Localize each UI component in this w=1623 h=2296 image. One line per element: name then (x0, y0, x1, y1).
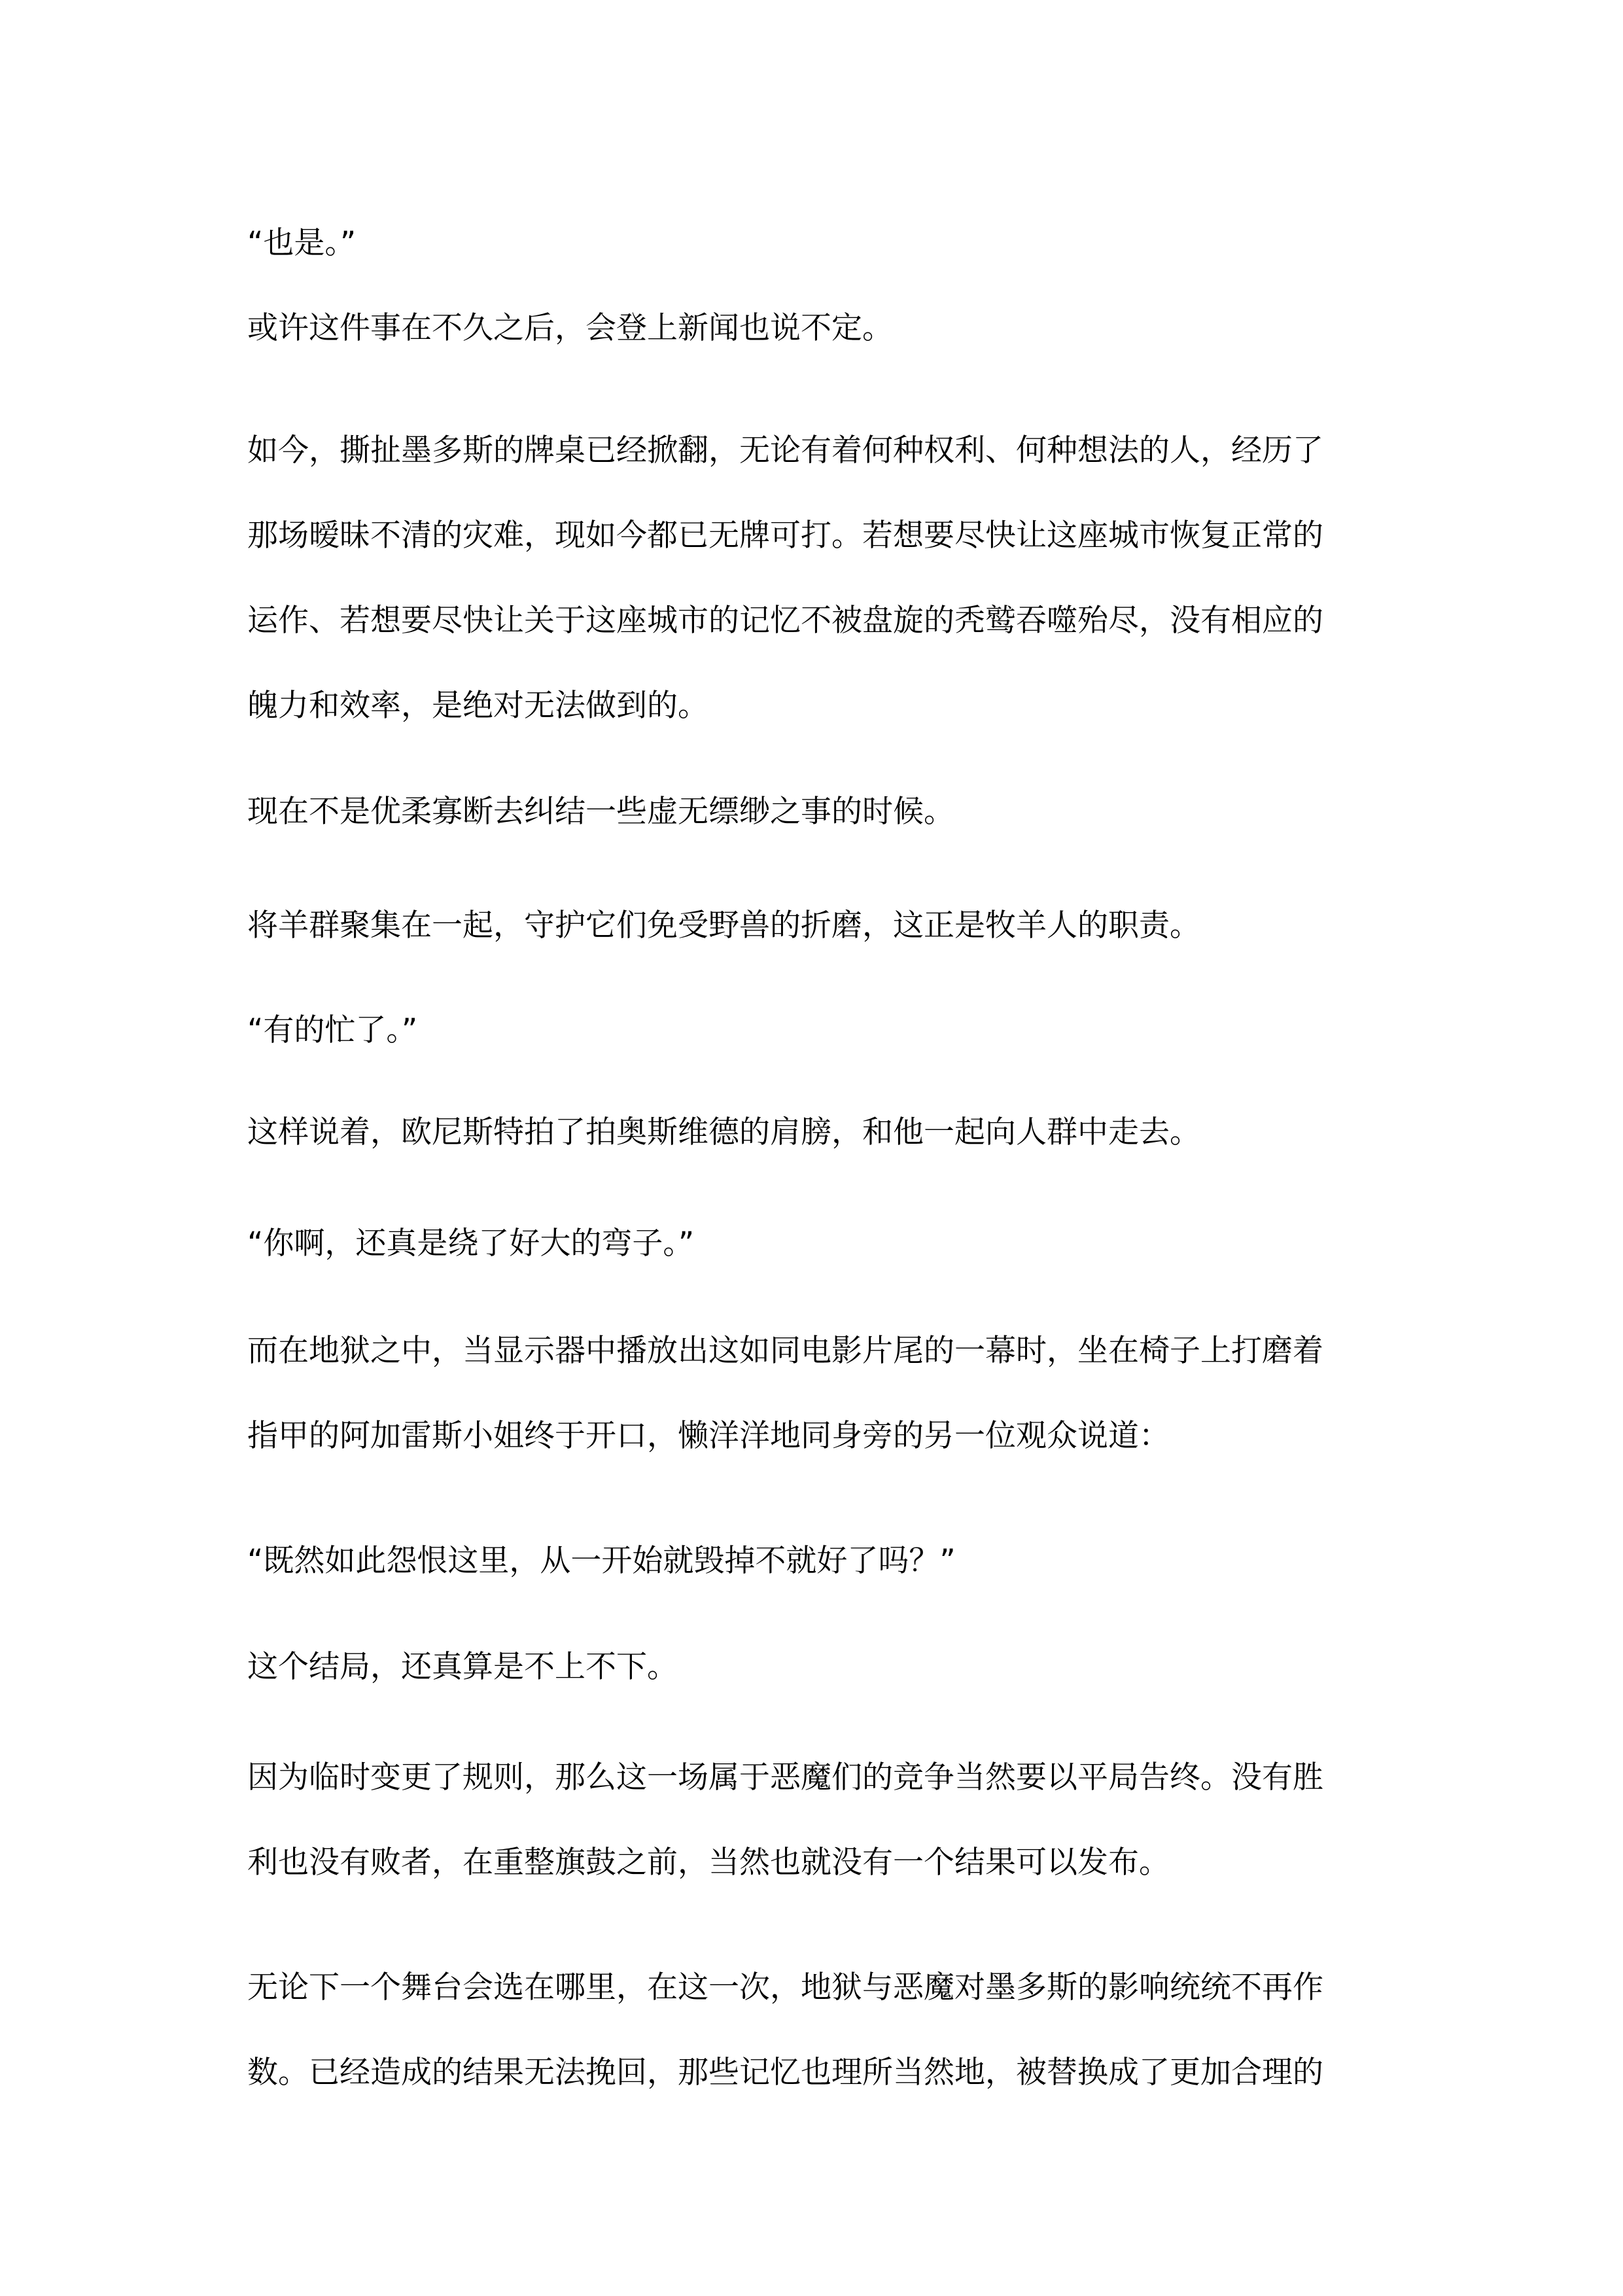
text-line: 指甲的阿加雷斯小姐终于开口，懒洋洋地同身旁的另一位观众说道： (247, 1418, 1170, 1454)
paragraph-card-table (247, 408, 1399, 749)
text-line: 那场暧昧不清的灾难，现如今都已无牌可打。若想要尽快让这座城市恢复正常的 (247, 518, 1323, 554)
text-line: “你啊，还真是绕了好大的弯子。” (247, 1226, 695, 1262)
paragraph-shoulder-pat (247, 1090, 1399, 1175)
text-line: 这个结局，还真算是不上不下。 (247, 1649, 678, 1685)
text-line: 将羊群聚集在一起，守护它们免受野兽的折磨，这正是牧羊人的职责。 (247, 908, 1200, 944)
paragraph-ending (247, 1625, 1399, 1710)
text-line: 或许这件事在不久之后，会登上新闻也说不定。 (247, 310, 893, 346)
text-line: “既然如此怨恨这里，从一开始就毁掉不就好了吗？” (247, 1543, 956, 1579)
text-line: 运作、若想要尽快让关于这座城市的记忆不被盘旋的秃鹫吞噬殆尽，没有相应的 (247, 603, 1323, 639)
text-line: 魄力和效率，是绝对无法做到的。 (247, 688, 708, 724)
text-line: 数。已经造成的结果无法挽回，那些记忆也理所当然地，被替换成了更加合理的 (247, 2055, 1323, 2091)
paragraph-dialogue-destroy (247, 1519, 1399, 1604)
paragraph-news (247, 286, 1399, 371)
paragraph-draw (247, 1735, 1399, 1905)
paragraph-hell-monitor (247, 1309, 1399, 1479)
paragraph-dialogue-detour (247, 1201, 1399, 1286)
text-line: 因为临时变更了规则，那么这一场属于恶魔们的竞争当然要以平局告终。没有胜 (247, 1759, 1323, 1795)
paragraph-shepherd (247, 883, 1399, 968)
text-line: “也是。” (247, 225, 357, 261)
text-line: “有的忙了。” (247, 1012, 418, 1048)
text-line: 无论下一个舞台会选在哪里，在这一次，地狱与恶魔对墨多斯的影响统统不再作 (247, 1969, 1323, 2005)
paragraph-next-stage (247, 1945, 1399, 2115)
text-line: 这样说着，欧尼斯特拍了拍奥斯维德的肩膀，和他一起向人群中走去。 (247, 1114, 1200, 1150)
text-line: 如今，撕扯墨多斯的牌桌已经掀翻，无论有着何种权利、何种想法的人，经历了 (247, 433, 1323, 468)
paragraph-dialogue-busy (247, 988, 1399, 1073)
paragraph-dialogue-yeshi (247, 201, 1399, 286)
text-line: 利也没有败者，在重整旗鼓之前，当然也就没有一个结果可以发布。 (247, 1845, 1170, 1881)
text-line: 而在地狱之中，当显示器中播放出这如同电影片尾的一幕时，坐在椅子上打磨着 (247, 1333, 1323, 1369)
paragraph-not-the-time (247, 769, 1399, 855)
text-line: 现在不是优柔寡断去纠结一些虚无缥缈之事的时候。 (247, 794, 954, 830)
